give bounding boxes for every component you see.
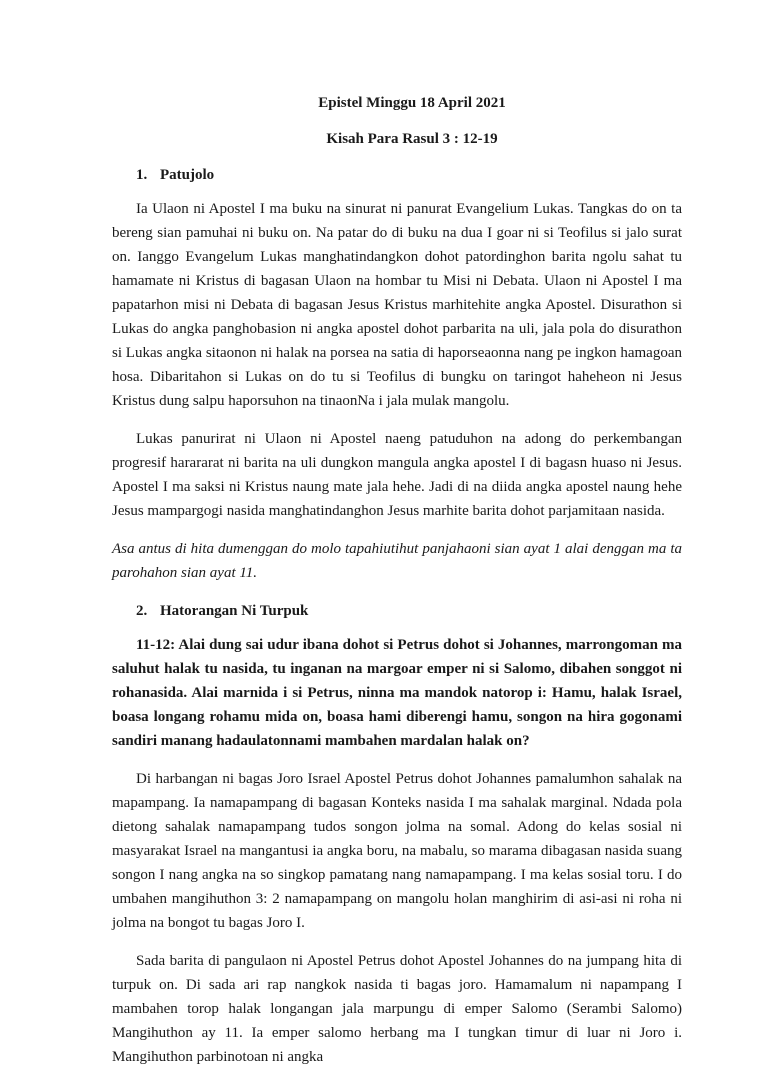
document-subtitle: Kisah Para Rasul 3 : 12-19 [326,131,498,147]
section-1-paragraph-3: Asa antus di hita dumenggan do molo tapahiutihut panjahaoni sian ayat 1 alai denggan ma ta parohahon sian ayat 11. [112,541,682,581]
section-2-number: 2. [136,603,148,619]
section-1-paragraph-2: Lukas panurirat ni Ulaon ni Apostel naeng patuduhon na adong do perkembangan progresif harararat ni barita na uli dungkon mangula angka apostel I di bagasn huaso ni Jesus. Apostel I ma saksi ni Kristus naung mate jala hehe. Jadi di na diida angka apostel naung hehe Jesus mampargogi nasida manghatindanghon Jesus marhite barita dohot parjamitaan nasida. [112,431,682,519]
section-2-heading [136,601,682,621]
section-1-heading [136,165,682,185]
section-1-title: Patujolo [160,167,215,183]
section-2-title: Hatorangan Ni Turpuk [160,603,309,619]
section-2-paragraph-1: 11-12: Alai dung sai udur ibana dohot si Petrus dohot si Johannes, marrongoman ma saluhut halak tu nasida, tu inganan na margoar emper ni si Salomo, dibahen songgot ni rohanasida. Alai marnida i si Petrus, ninna ma mandok natorop i: Hamu, halak Israel, boasa longang rohamu mida on, boasa hami diberengi hamu, songon na hira gogonami sandiri manang hadaulatonnami mambahen mardalan halak on? [112,637,682,749]
section-2-paragraph-3: Sada barita di pangulaon ni Apostel Petrus dohot Apostel Johannes do na jumpang hita di turpuk on. Di sada ari rap nangkok nasida ti bagas joro. Hamamalum ni napampang I mambahen torop halak longangan jala marpungu di emper Salomo (Serambi Salomo) Mangihuthon ay 11. Ia emper salomo herbang ma I tungkan timur di luar ni Joro i. Mangihuthon parbinotoan ni angka [112,953,682,1065]
document-title: Epistel Minggu 18 April 2021 [318,95,506,111]
section-2-paragraph-2: Di harbangan ni bagas Joro Israel Apostel Petrus dohot Johannes pamalumhon sahalak na mapampang. Ia namapampang di bagasan Konteks nasida I ma sahalak marginal. Ndada pola dietong sahalak namapampang tudos songon jolma na somal. Adong do kelas sosial ni masyarakat Israel na mangantusi ia angka boru, na mabalu, so marama dibagasan nasida suang songon I nang angka na so singkop pamatang nang namapampang. I ma kelas sosial toru. I do umbahen mangihuthon 3: 2 namapampang on mangolu holan manghirim di asi-asi ni roha ni jolma na bongot tu bagas Joro I. [112,771,682,931]
section-1-number: 1. [136,167,148,183]
section-1-paragraph-1: Ia Ulaon ni Apostel I ma buku na sinurat ni panurat Evangelium Lukas. Tangkas do on ta bereng sian pamuhai ni buku on. Na patar do di buku na dua I goar ni si Teofilus si jalo surat on. Ianggo Evangelum Lukas manghatindangkon dohot patordinghon barita ngolu sahat tu hamamate ni Kristus di bagasan Ulaon na hombar tu Misi ni Debata. Ulaon ni Apostel I ma papatarhon misi ni Debata di bagasan Jesus Kristus marhitehite angka Apostel. Disurathon si Lukas do angka panghobasion ni angka apostel dohot parbarita na uli, jala pola do disurathon si Lukas angka sitaonon ni halak na porsea na satia di haporseaonna nang pe ingkon hamagoan hosa. Dibaritahon si Lukas on do tu si Teofilus di bungku on taringot haheheon ni Jesus Kristus dung salpu haporsuhon na tinaonNa i jala mulak mangolu. [112,201,682,409]
